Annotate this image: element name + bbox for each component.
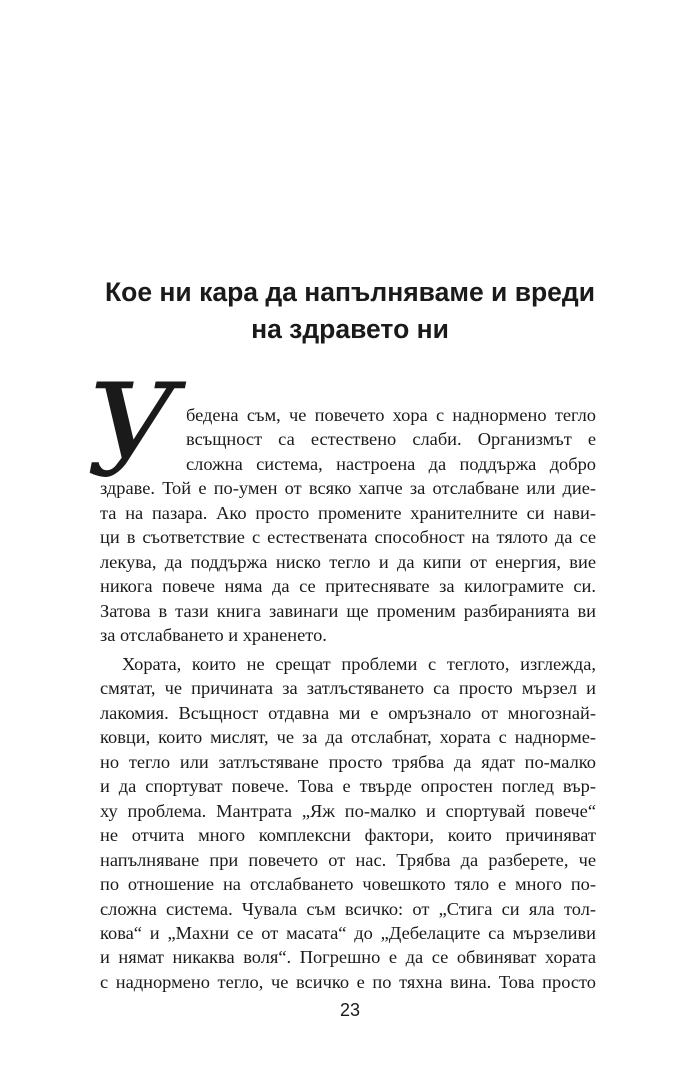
text-line: лакомия. Всъщност отдавна ми е омръзнало от многознай- [100,702,596,723]
text-line: и нямат никаква воля“. Погрешно е да се обвиняват хората [100,947,596,968]
chapter-title-line-1: Кое ни кара да напълняваме и вреди [104,276,596,307]
paragraph-2 [100,652,596,994]
text-line: ху проблема. Мантрата „Яж по-малко и спортувай повече“ [100,800,596,821]
text-line: ковци, които мислят, че за да отслабнат, хората с наднорме- [100,727,596,748]
text-line: но тегло или затлъстяване просто трябва да ядат по-малко [100,751,596,772]
text-line: сложна система. Чувала съм всичко: от „Стига си яла тол- [100,898,596,919]
text-line: напълняване при повечето от нас. Трябва да разберете, че [100,849,596,870]
text-line: та на пазара. Ако просто промените хранителните си нави- [100,502,596,523]
text-line: сложна система, настроена да поддържа добро [186,453,596,474]
text-line: здраве. Той е по-умен от всяко хапче за отслабване или дие- [100,478,596,499]
text-line: ци в съответствие с естествената способност на тялото да се [100,527,596,548]
paragraph-1 [100,403,596,648]
text-line: лекува, да поддържа ниско тегло и да кипи от енергия, вие [100,551,596,572]
text-line: по отношение на отслабването човешкото тяло е много по- [100,874,596,895]
text-line: никога повече няма да се притеснявате за килограмите си. [100,576,596,597]
text-line: кова“ и „Махни се от масата“ до „Дебелаците са мързеливи [100,922,596,943]
text-line: Хората, които не срещат проблеми с теглото, изглежда, [122,654,596,674]
text-line: за отслабването и храненето. [100,625,327,646]
text-line: всъщност са естествено слаби. Организмът е [186,429,596,450]
chapter-title-line-2: на здравето ни [251,313,449,344]
text-line: смятат, че причината за затлъстяването са просто мързел и [100,678,596,699]
chapter-title [60,274,640,348]
page-number: 23 [339,1000,361,1020]
text-line: с наднормено тегло, че всичко е по тяхна вина. Това просто [100,971,596,992]
text-line: не отчита много комплексни фактори, които причиняват [100,825,596,846]
text-line: бедена съм, че повечето хора с наднормено тегло [186,405,596,425]
text-line: и да спортуват повече. Това е твърде опростен поглед вър- [100,776,596,797]
drop-cap: У [86,357,179,506]
text-line: Затова в тази книга завинаги ще променим разбиранията ви [100,600,596,621]
